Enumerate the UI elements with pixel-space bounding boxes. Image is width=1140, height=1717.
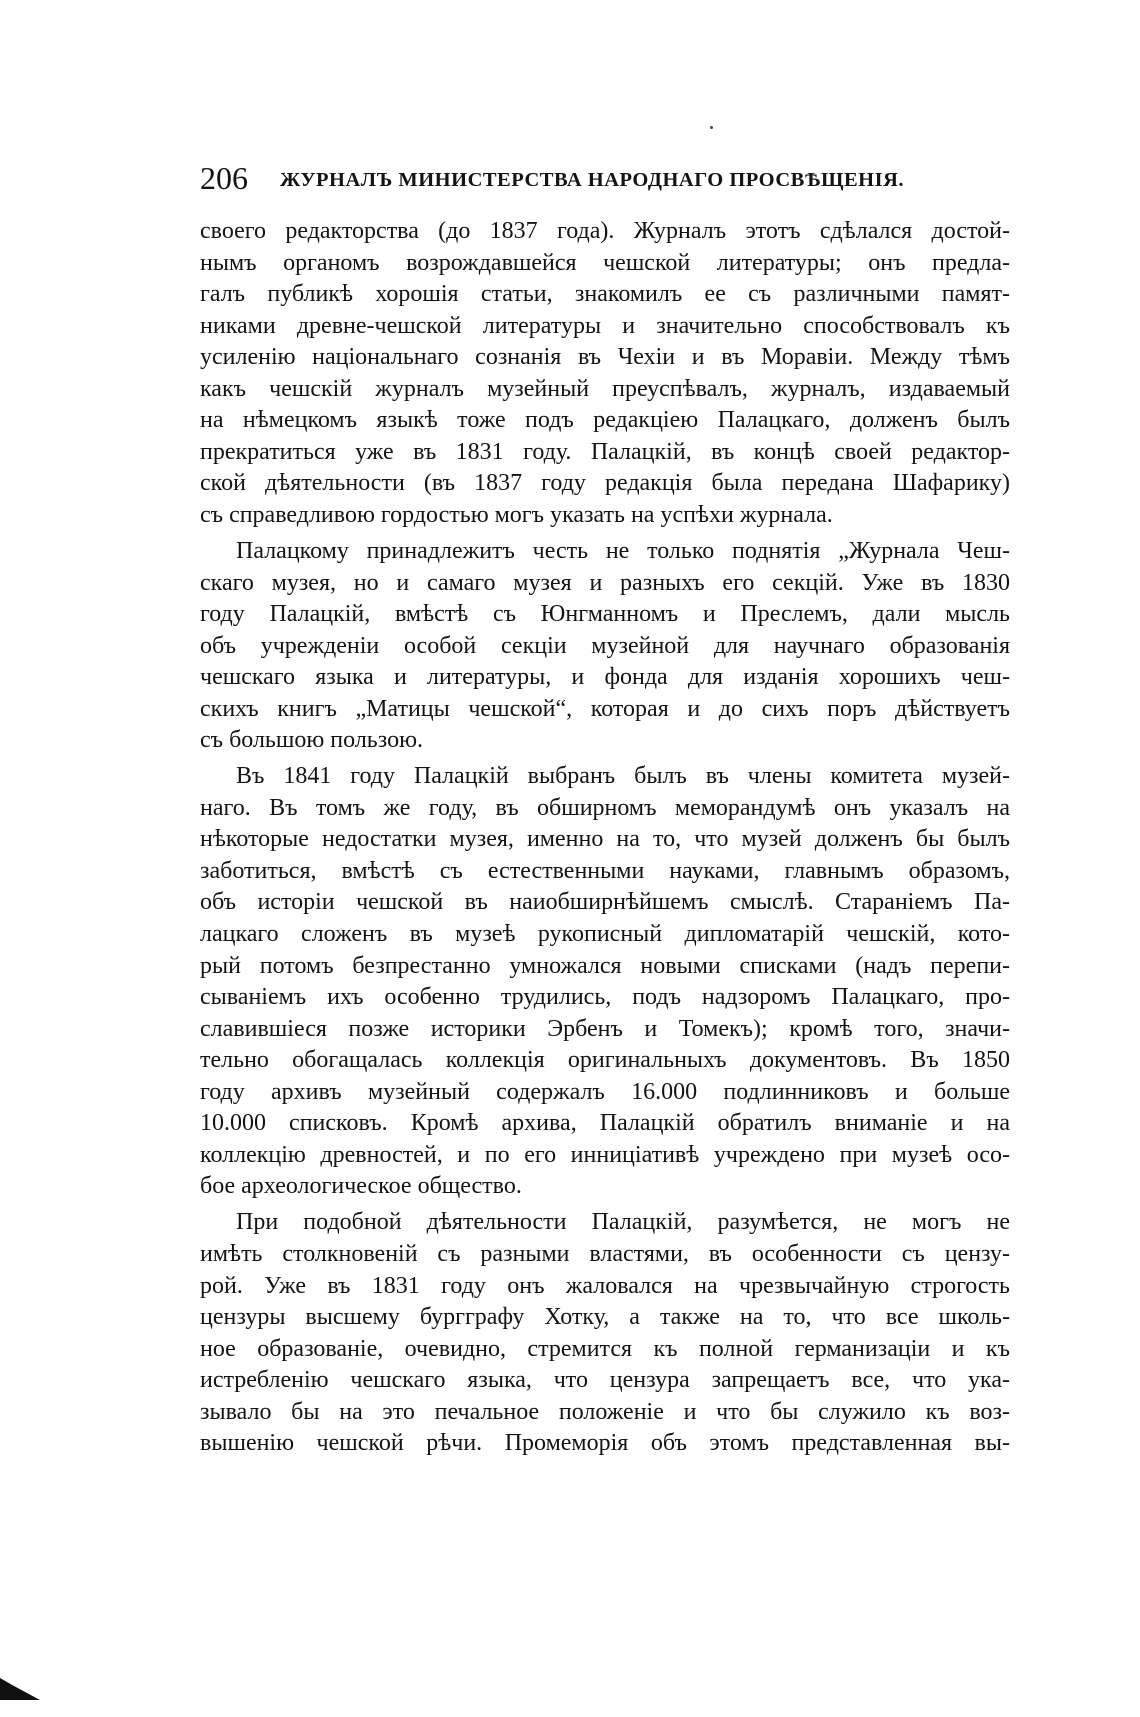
text-line: на нѣмецкомъ языкѣ тоже подъ редакціею Палацкаго, долженъ былъ xyxy=(200,407,1010,434)
text-line: году Палацкій, вмѣстѣ съ Юнгманномъ и Преслемъ, дали мысль xyxy=(200,601,1010,628)
paragraph xyxy=(200,761,1010,1203)
text-line: заботиться, вмѣстѣ съ естественными науками, главнымъ образомъ, xyxy=(200,857,1010,884)
text-line: чешскаго языка и литературы, и фонда для изданія хорошихъ чеш- xyxy=(200,664,1010,691)
text-line: коллекцію древностей, и по его инниціативѣ учреждено при музеѣ осо- xyxy=(200,1141,1010,1168)
text-line: имѣть столкновеній съ разными властями, въ особенности съ цензу- xyxy=(200,1241,1010,1267)
text-line: славившіеся позже историки Эрбенъ и Томекъ); кромѣ того, значи- xyxy=(200,1015,1010,1042)
scan-edge-mark xyxy=(0,1678,40,1700)
text-line: никами древне-чешской литературы и значительно способствовалъ къ xyxy=(200,312,1010,339)
text-line: наго. Въ томъ же году, въ обширномъ меморандумѣ онъ указалъ на xyxy=(200,794,1010,821)
text-line: 10.000 списковъ. Кромѣ архива, Палацкій обратилъ вниманіе и на xyxy=(200,1110,1010,1137)
text-line: рый потомъ безпрестанно умножался новыми списками (надъ перепи- xyxy=(200,952,1010,979)
paragraph xyxy=(200,216,1010,531)
text-line: объ исторіи чешской въ наиобширнѣйшемъ смыслѣ. Стараніемъ Па- xyxy=(200,889,1010,916)
text-line: съ справедливою гордостью могъ указать на успѣхи журнала. xyxy=(200,501,833,528)
text-line: вышенію чешской рѣчи. Промеморія объ этомъ представленная вы- xyxy=(200,1430,1010,1457)
print-speck xyxy=(710,126,713,129)
text-line: ской дѣятельности (въ 1837 году редакція была передана Шафарику) xyxy=(200,470,1010,497)
text-line: истребленію чешскаго языка, что цензура запрещаетъ все, что ука- xyxy=(200,1367,1010,1394)
text-line: ное образованіе, очевидно, стремится къ полной германизаціи и къ xyxy=(200,1335,1010,1362)
text-line: лацкаго сложенъ въ музеѣ рукописный дипломатарій чешскій, кото- xyxy=(200,921,1010,948)
text-line: Въ 1841 году Палацкій выбранъ былъ въ члены комитета музей- xyxy=(236,763,1010,790)
text-line: цензуры высшему бургграфу Хотку, а также на то, что все школь- xyxy=(200,1304,1010,1331)
paragraph xyxy=(200,536,1010,757)
body-text xyxy=(200,216,1010,1464)
text-line: При подобной дѣятельности Палацкій, разумѣется, не могъ не xyxy=(236,1209,1010,1236)
text-line: нымъ органомъ возрождавшейся чешской литературы; онъ предла- xyxy=(200,249,1010,276)
text-line: галъ публикѣ хорошія статьи, знакомилъ ее съ различными памят- xyxy=(200,281,1010,308)
text-line: своего редакторства (до 1837 года). Журналъ этотъ сдѣлался достой- xyxy=(200,218,1010,244)
text-line: усиленію національнаго сознанія въ Чехіи и въ Моравіи. Между тѣмъ xyxy=(200,344,1010,371)
running-title: ЖУРНАЛЪ МИНИСТЕРСТВА НАРОДНАГО ПРОСВѢЩЕНІЯ. xyxy=(280,169,905,191)
text-line: какъ чешскій журналъ музейный преуспѣвалъ, журналъ, издаваемый xyxy=(200,375,1010,402)
page-header xyxy=(200,160,1010,196)
text-line: зывало бы на это печальное положеніе и что бы служило къ воз- xyxy=(200,1398,1010,1425)
text-line: году архивъ музейный содержалъ 16.000 подлинниковъ и больше xyxy=(200,1078,1010,1105)
text-line: прекратиться уже въ 1831 году. Палацкій, въ концѣ своей редактор- xyxy=(200,438,1010,465)
text-line: объ учрежденіи особой секціи музейной для научнаго образованія xyxy=(200,632,1010,659)
text-line: съ большою пользою. xyxy=(200,727,424,754)
text-line: рой. Уже въ 1831 году онъ жаловался на чрезвычайную строгость xyxy=(200,1272,1010,1299)
text-line: скаго музея, но и самаго музея и разныхъ его секцій. Уже въ 1830 xyxy=(200,569,1010,596)
text-line: тельно обогащалась коллекція оригинальныхъ документовъ. Въ 1850 xyxy=(200,1047,1010,1074)
text-line: Палацкому принадлежитъ честь не только поднятія „Журнала Чеш- xyxy=(236,537,1010,564)
text-line: нѣкоторые недостатки музея, именно на то, что музей долженъ бы былъ xyxy=(200,826,1010,853)
text-line: скихъ книгъ „Матицы чешской“, которая и до сихъ поръ дѣйствуетъ xyxy=(200,695,1010,722)
page-number: 206 xyxy=(200,160,248,196)
text-line: бое археологическое общество. xyxy=(200,1173,522,1200)
paragraph xyxy=(200,1207,1010,1459)
text-line: сываніемъ ихъ особенно трудились, подъ надзоромъ Палацкаго, про- xyxy=(200,984,1010,1011)
